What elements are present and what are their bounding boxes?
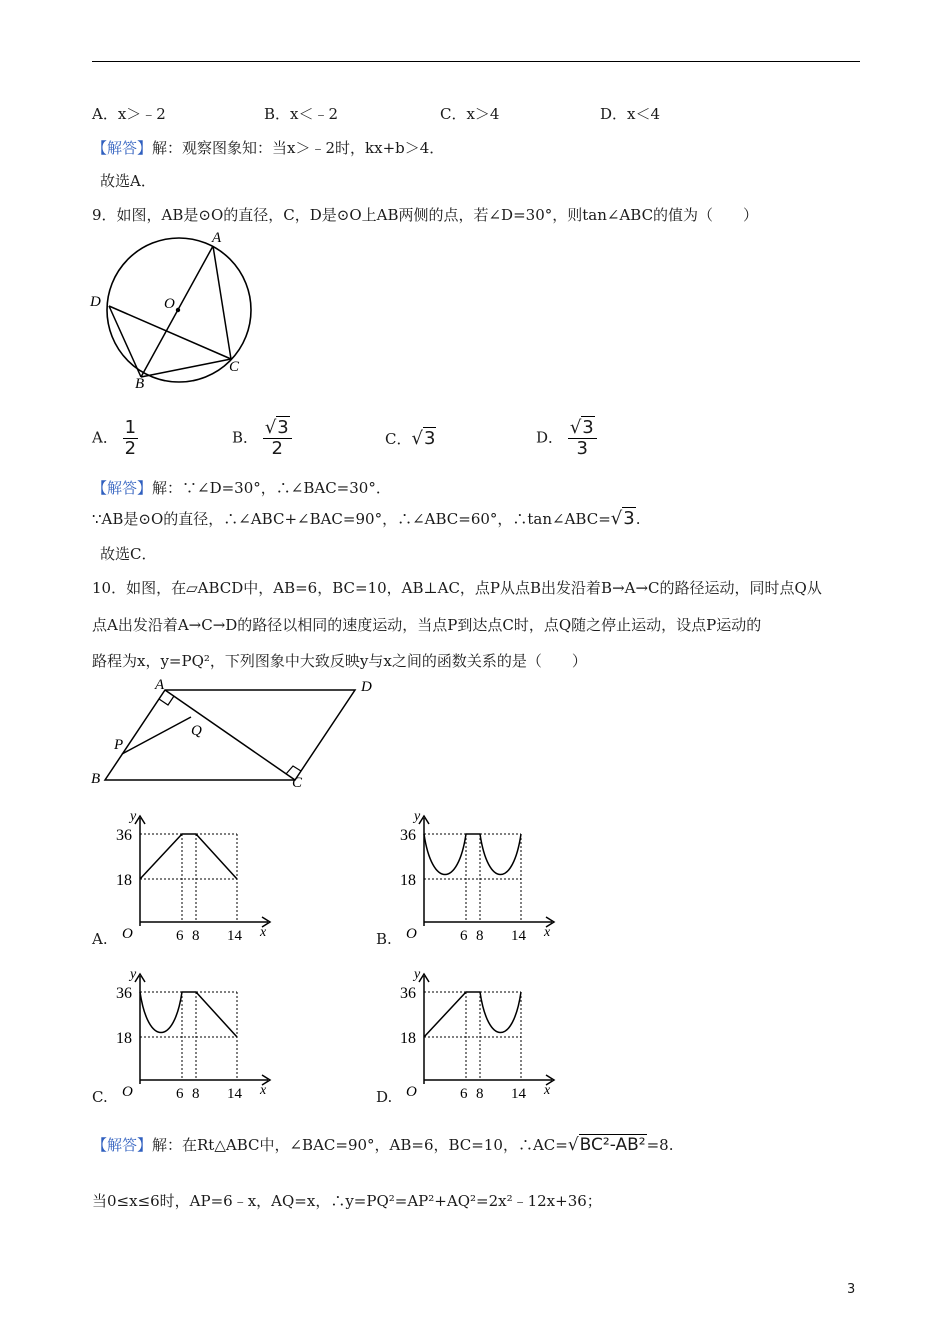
tick-x8: 8 [476, 928, 484, 943]
curve [424, 992, 521, 1037]
curve [140, 834, 237, 879]
x-label: x [260, 925, 267, 940]
numerator: √3 [568, 418, 597, 439]
numerator: √3 [263, 418, 292, 439]
graph-option-d-label: D. [376, 1088, 393, 1106]
label-a: A [212, 230, 222, 246]
q10-line3: 路程为x，y=PQ²，下列图象中大致反映y与x之间的函数关系的是（ ） [92, 652, 587, 670]
q10-answer-text: 解：在Rt△ABC中，∠BAC=90°，AB=6，BC=10，∴AC= [152, 1136, 568, 1154]
label-b: B [135, 376, 145, 392]
sqrt: √3 [610, 508, 635, 529]
tick-y18: 18 [116, 872, 132, 889]
tick-x8: 8 [192, 1086, 200, 1101]
tick-y36: 36 [116, 827, 132, 844]
q8-option-a: A．x＞﹣2 [92, 105, 166, 123]
tick-x14: 14 [227, 1086, 242, 1101]
radicand: BC²-AB² [579, 1135, 646, 1155]
graph-b [394, 808, 569, 943]
q9-question: 9．如图，AB是⊙O的直径，C，D是⊙O上AB两侧的点，若∠D=30°，则tan∠ABC的值为（ ） [92, 206, 759, 224]
q8-choose: 故选A． [100, 172, 156, 190]
sqrt: √3 [411, 428, 436, 449]
radicand: 3 [277, 417, 289, 438]
q10-answer-line2: 当0≤x≤6时，AP=6﹣x，AQ=x，∴y=PQ²=AP²+AQ²=2x²﹣12x+36； [92, 1192, 602, 1210]
tick-y36: 36 [400, 985, 416, 1002]
label-d: D [90, 294, 101, 310]
q9-answer-text-2: ∵AB是⊙O的直径，∴∠ABC+∠BAC=90°，∴∠ABC=60°，∴tan∠ABC= [92, 510, 611, 528]
x-label: x [544, 925, 551, 940]
q9-option-a-prefix: A． [92, 428, 118, 447]
graph-a [110, 808, 285, 943]
y-label: y [414, 809, 421, 824]
q8-option-c: C．x＞4 [440, 105, 500, 123]
label-a: A [155, 677, 165, 693]
origin: O [122, 1084, 133, 1100]
q9-choose: 故选C． [100, 545, 157, 563]
page-number: 3 [847, 1282, 856, 1297]
tick-x14: 14 [511, 928, 526, 943]
graph-option-b-label: B. [376, 930, 392, 948]
answer-tag: 【解答】 [92, 1136, 153, 1154]
tick-x8: 8 [476, 1086, 484, 1101]
segment-pq [122, 717, 191, 754]
q10-line1: 10．如图，在▱ABCD中，AB=6，BC=10，AB⊥AC，点P从点B出发沿着B→A→C的路径运动，同时点Q从 [92, 579, 822, 597]
q9-answer-end: . [635, 510, 641, 528]
segment-dc [109, 306, 231, 359]
header-rule [92, 61, 860, 62]
graph-c [110, 966, 285, 1101]
q10-line2: 点A出发沿着A→C→D的路径以相同的速度运动，当点P到达点C时，点Q随之停止运动，设点P运动的 [92, 616, 762, 634]
q10-answer-end: =8. [646, 1136, 674, 1154]
right-angle-a [159, 696, 174, 705]
gridlines [424, 834, 521, 922]
label-p: P [114, 737, 124, 753]
denominator: 3 [576, 438, 588, 459]
graph-d [394, 966, 569, 1101]
x-label: x [260, 1083, 267, 1098]
q9-option-d [536, 418, 597, 459]
q9-answer-line2 [92, 508, 641, 529]
tick-y36: 36 [116, 985, 132, 1002]
q9-option-a [92, 418, 138, 459]
tick-x6: 6 [460, 928, 468, 943]
q9-option-b-prefix: B． [232, 428, 259, 447]
tick-y18: 18 [400, 872, 416, 889]
answer-tag: 【解答】 [92, 139, 153, 157]
numerator: 1 [124, 417, 137, 438]
origin: O [406, 926, 417, 942]
fraction [568, 418, 597, 459]
q8-answer-text: 解：观察图象知：当x＞﹣2时，kx+b＞4． [152, 139, 445, 157]
tick-x8: 8 [192, 928, 200, 943]
tick-x6: 6 [176, 928, 184, 943]
fraction [263, 418, 292, 459]
right-angle-c [286, 766, 301, 774]
diagonal-ac [165, 690, 295, 780]
tick-x14: 14 [511, 1086, 526, 1101]
label-c: C [292, 775, 303, 790]
curve [424, 834, 521, 875]
curve [140, 992, 237, 1037]
q9-option-b [232, 418, 292, 459]
graph-option-c-label: C. [92, 1088, 108, 1106]
label-o: O [164, 296, 175, 312]
label-b: B [91, 771, 101, 787]
radicand: 3 [582, 417, 594, 438]
q8-option-d: D．x＜4 [600, 105, 661, 123]
gridlines [140, 834, 237, 922]
x-label: x [544, 1083, 551, 1098]
gridlines [140, 992, 237, 1080]
q10-parallelogram-figure [85, 675, 385, 790]
q8-answer [92, 137, 444, 158]
tick-x14: 14 [227, 928, 242, 943]
q9-option-d-prefix: D． [536, 428, 564, 447]
label-c: C [229, 359, 240, 375]
fraction [123, 418, 138, 459]
origin: O [122, 926, 133, 942]
graph-option-a-label: A. [92, 930, 108, 948]
segment-bc [141, 359, 231, 377]
gridlines [424, 992, 521, 1080]
tick-y18: 18 [400, 1030, 416, 1047]
tick-y18: 18 [116, 1030, 132, 1047]
tick-y36: 36 [400, 827, 416, 844]
q9-answer-line1 [92, 477, 391, 498]
label-d: D [361, 679, 372, 695]
tick-x6: 6 [176, 1086, 184, 1101]
origin: O [406, 1084, 417, 1100]
q10-answer-line1 [92, 1134, 673, 1155]
q9-option-c-prefix: C． [385, 430, 412, 448]
radicand: 3 [423, 428, 436, 449]
denominator: 2 [124, 438, 137, 459]
y-label: y [130, 809, 137, 824]
q9-option-c [385, 428, 436, 449]
q9-answer-text: 解：∵∠D=30°，∴∠BAC=30°． [152, 479, 391, 497]
segment-ac [213, 246, 231, 359]
radicand: 3 [623, 508, 635, 529]
label-q: Q [191, 723, 202, 739]
tick-x6: 6 [460, 1086, 468, 1101]
y-label: y [414, 967, 421, 982]
q9-circle-figure [85, 228, 270, 398]
q8-option-b: B．x＜﹣2 [264, 105, 339, 123]
y-label: y [130, 967, 137, 982]
answer-tag: 【解答】 [92, 479, 153, 497]
center-dot [176, 308, 180, 312]
sqrt: √BC²-AB² [567, 1135, 646, 1155]
denominator: 2 [271, 438, 283, 459]
